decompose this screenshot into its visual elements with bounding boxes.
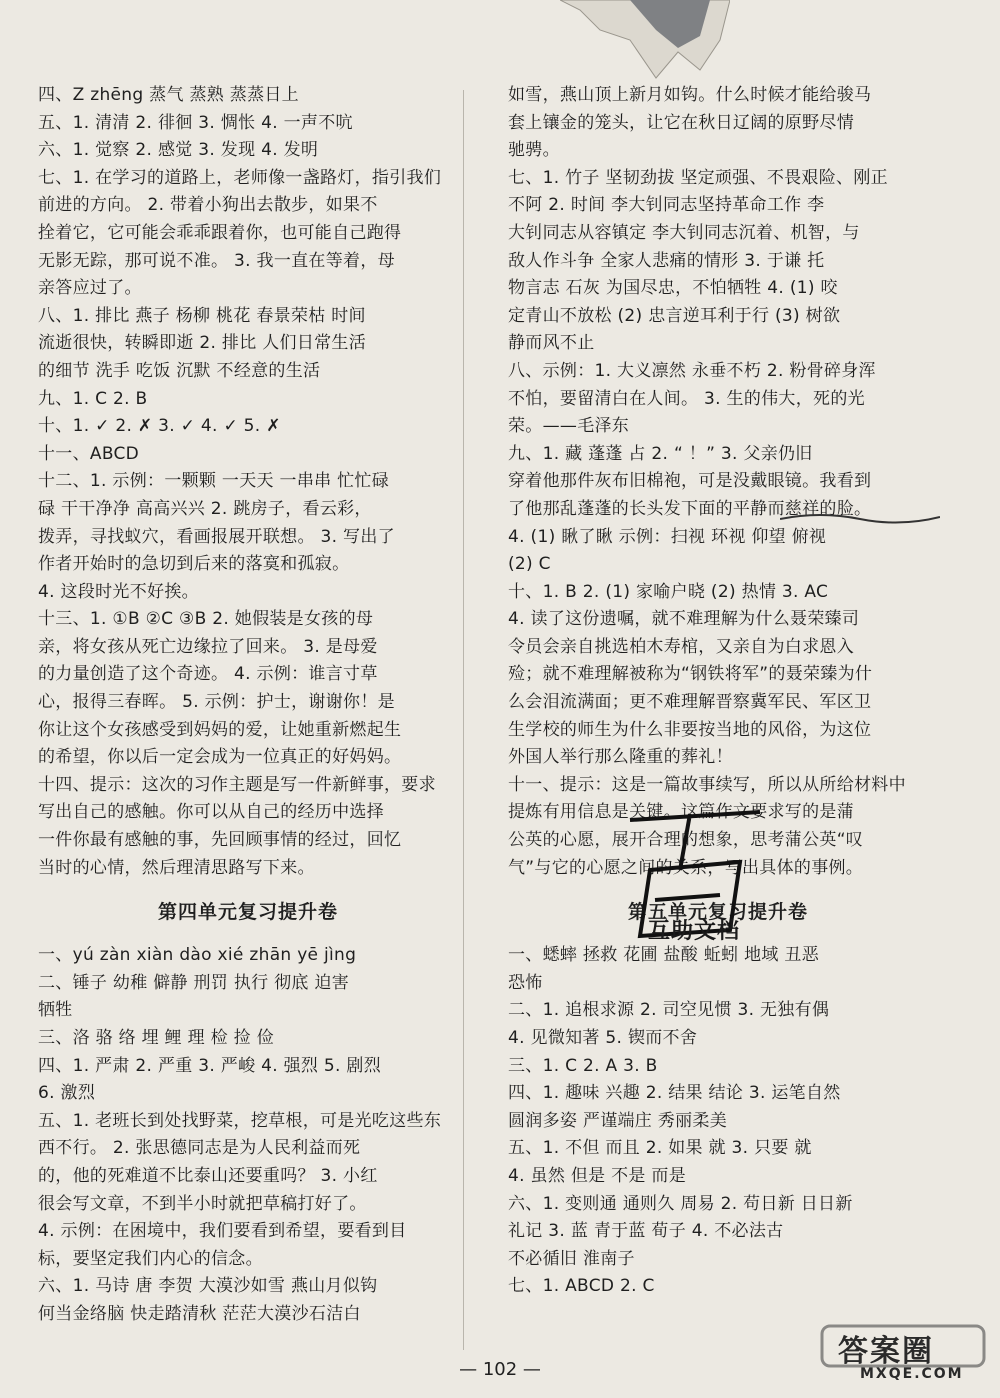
answer-line: 四、Z zhēng 蒸气 蒸熟 蒸蒸日上 [38, 85, 299, 105]
answer-line: (2) C [508, 554, 551, 575]
answer-line: 无影无踪，那可说不准。 3. 我一直在等着，母 [38, 250, 395, 271]
answer-line: 一、yú zàn xiàn dào xié zhān yē jìng [38, 945, 357, 966]
answer-line: 4. (1) 瞅了瞅 示例：扫视 环视 仰望 俯视 [508, 526, 827, 547]
answer-line: 三、1. C 2. A 3. B [508, 1055, 658, 1076]
answer-line: 很会写文章，不到半小时就把草稿打好了。 [38, 1193, 367, 1214]
underline-scribble [780, 497, 940, 527]
answer-line: 礼记 3. 蓝 青于蓝 荀子 4. 不必法古 [508, 1221, 784, 1242]
answer-line: 西不行。 2. 张思德同志是为人民利益而死 [38, 1138, 361, 1159]
answer-line: 套上镶金的笼头，让它在秋日辽阔的原野尽情 [508, 112, 854, 133]
right-column [508, 82, 928, 1301]
answer-line: 4. 见微知著 5. 锲而不舍 [508, 1028, 698, 1048]
answer-line: 流逝很快，转瞬即逝 2. 排比 人们日常生活 [38, 333, 367, 354]
answer-line: 4. 这段时光不好挨。 [38, 581, 199, 602]
answer-line: 七、1. 竹子 坚韧劲拔 坚定顽强、不畏艰险、刚正 [508, 167, 888, 188]
answer-line: 穿着他那件灰布旧棉袍，可是没戴眼镜。我看到 [508, 471, 872, 492]
answer-line: 外国人举行那么隆重的葬礼！ [508, 747, 733, 768]
answer-line: 心，报得三春晖。 5. 示例：护士，谢谢你！是 [38, 692, 395, 713]
torn-paper-corner [560, 0, 730, 80]
answer-line: 牺牲 [38, 1000, 73, 1021]
left-answers-part-b [38, 942, 458, 1328]
answer-line: 五、1. 老班长到处找野菜，挖草根，可是光吃这些东 [38, 1110, 442, 1131]
answer-line: 作者开始时的急切到后来的落寞和孤寂。 [38, 554, 350, 575]
answer-line: 前进的方向。 2. 带着小狗出去散步，如果不 [38, 195, 378, 216]
answer-line: 4. 读了这份遗嘱，就不难理解为什么聂荣臻司 [508, 609, 860, 630]
answer-line: 四、1. 趣味 兴趣 2. 结果 结论 3. 运笔自然 [508, 1083, 841, 1104]
answer-line: 大钊同志从容镇定 李大钊同志沉着、机智，与 [508, 222, 860, 243]
answer-line: 亲，将女孩从死亡边缘拉了回来。 3. 是母爱 [38, 636, 378, 657]
page-number: — 102 — [459, 1359, 541, 1380]
answer-line: 6. 激烈 [38, 1083, 96, 1104]
answer-line: 十四、提示：这次的习作主题是写一件新鲜事，要求 [38, 774, 436, 795]
answer-line: 六、1. 变则通 通则久 周易 2. 苟日新 日日新 [508, 1193, 853, 1214]
stamp-label: 互助文档 [648, 919, 741, 944]
answer-line: 公英的心愿，展开合理的想象，思考蒲公英“叹 [508, 830, 864, 851]
answer-line: 三、洛 骆 络 埋 鲤 理 检 捡 俭 [38, 1028, 274, 1048]
answer-line: 荣。——毛泽东 [508, 416, 630, 437]
unit-four-heading: 第四单元复习提升卷 [157, 901, 338, 924]
answer-line: 敌人作斗争 全家人悲痛的情形 3. 于谦 托 [508, 250, 825, 271]
answer-line: 七、1. 在学习的道路上，老师像一盏路灯，指引我们 [38, 167, 442, 188]
answer-line: 十二、1. 示例：一颗颗 一天天 一串串 忙忙碌 [38, 471, 390, 492]
answer-line: 四、1. 严肃 2. 严重 3. 严峻 4. 强烈 5. 剧烈 [38, 1055, 382, 1076]
answer-line: 八、示例：1. 大义凛然 永垂不朽 2. 粉骨碎身浑 [508, 360, 876, 381]
answer-line: 不必循旧 淮南子 [508, 1248, 635, 1269]
answer-line: 一件你最有感触的事，先回顾事情的经过，回忆 [38, 830, 402, 851]
answer-line: 五、1. 不但 而且 2. 如果 就 3. 只要 就 [508, 1138, 812, 1159]
answer-line: 六、1. 马诗 唐 李贺 大漠沙如雪 燕山月似钩 [38, 1276, 378, 1297]
answer-line: 不阿 2. 时间 李大钊同志坚持革命工作 李 [508, 195, 825, 216]
answer-line: 的力量创造了这个奇迹。 4. 示例：谁言寸草 [38, 664, 378, 685]
answer-line: 圆润多姿 严谨端庄 秀丽柔美 [508, 1110, 728, 1131]
answer-line: 二、1. 追根求源 2. 司空见惯 3. 无独有偶 [508, 1000, 830, 1021]
answer-line: 写出自己的感触。你可以从自己的经历中选择 [38, 802, 384, 823]
answer-line: 八、1. 排比 燕子 杨柳 桃花 春景荣枯 时间 [38, 305, 366, 326]
watermark-logo-url: MXQE.COM [860, 1366, 964, 1382]
answer-line: 十一、提示：这是一篇故事续写，所以从所给材料中 [508, 774, 906, 795]
answer-line: 生学校的师生为什么非要按当地的风俗，为这位 [508, 719, 872, 740]
answer-line: 定青山不放松 (2) 忠言逆耳利于行 (3) 树欲 [508, 305, 841, 326]
answer-line: 拨弄，寻找蚁穴，看画报展开联想。 3. 写出了 [38, 526, 395, 547]
answer-line: 不怕，要留清白在人间。 3. 生的伟大，死的光 [508, 388, 865, 409]
right-answers-part-a [508, 82, 928, 882]
answer-line: 标，要坚定我们内心的信念。 [38, 1248, 263, 1269]
answer-line: 静而风不止 [508, 333, 595, 354]
answer-line: 么会泪流满面；更不难理解晋察冀军民、军区卫 [508, 692, 872, 713]
answer-line: 七、1. ABCD 2. C [508, 1276, 655, 1297]
left-answers-part-a [38, 82, 458, 882]
answer-line: 何当金络脑 快走踏清秋 茫茫大漠沙石洁白 [38, 1303, 361, 1324]
answer-line: 碌 干干净净 高高兴兴 2. 跳房子，看云彩， [38, 498, 372, 519]
answer-line: 了他那乱蓬蓬的长头发下面的平静而慈祥的脸。 [508, 498, 872, 519]
answer-line: 九、1. 藏 蓬蓬 占 2. “ ！” 3. 父亲仍旧 [508, 443, 813, 464]
right-answers-part-b [508, 942, 928, 1301]
answer-line: 十三、1. ①B ②C ③B 2. 她假装是女孩的母 [38, 609, 374, 630]
answer-line: 4. 示例：在困境中，我们要看到希望，要看到目 [38, 1221, 407, 1242]
answer-line: 九、1. C 2. B [38, 388, 148, 409]
answer-line: 提炼有用信息是关键。这篇作文要求写的是蒲 [508, 802, 854, 823]
answer-line: 殓；就不难理解被称为“钢铁将军”的聂荣臻为什 [508, 664, 873, 685]
left-column [38, 82, 458, 1329]
unit-five-heading: 第五单元复习提升卷 [627, 901, 808, 924]
answer-line: 六、1. 觉察 2. 感觉 3. 发现 4. 发明 [38, 140, 319, 161]
answer-line: 亲答应过了。 [38, 278, 142, 299]
answer-line: 驰骋。 [508, 140, 560, 161]
answer-line: 十一、ABCD [38, 443, 140, 464]
watermark-logo-text: 答案圈 [838, 1334, 934, 1369]
answer-line: 如雪，燕山顶上新月如钩。什么时候才能给骏马 [508, 85, 872, 105]
answer-line: 恐怖 [508, 972, 543, 993]
column-divider [463, 90, 464, 1350]
answer-line: 的，他的死难道不比泰山还要重吗？ 3. 小红 [38, 1165, 378, 1186]
answer-line: 物言志 石灰 为国尽忠，不怕牺牲 4. (1) 咬 [508, 278, 838, 299]
answer-line: 的细节 洗手 吃饭 沉默 不经意的生活 [38, 360, 321, 381]
answer-line: 二、锤子 幼稚 僻静 刑罚 执行 彻底 迫害 [38, 972, 350, 993]
answer-line: 当时的心情，然后理清思路写下来。 [38, 857, 315, 878]
answer-line: 你让这个女孩感受到妈妈的爱，让她重新燃起生 [38, 719, 402, 740]
answer-line: 十、1. ✓ 2. ✗ 3. ✓ 4. ✓ 5. ✗ [38, 416, 281, 437]
answer-line: 气”与它的心愿之间的关系，写出具体的事例。 [508, 857, 864, 878]
answer-line: 4. 虽然 但是 不是 而是 [508, 1165, 687, 1186]
answer-line: 十、1. B 2. (1) 家喻户晓 (2) 热情 3. AC [508, 581, 829, 602]
answer-line: 令员会亲自挑选柏木寿棺，又亲自为白求恩入 [508, 636, 854, 657]
answer-line: 五、1. 清清 2. 徘徊 3. 惆怅 4. 一声不吭 [38, 112, 353, 133]
answer-line: 一、蟋蟀 拯救 花圃 盐酸 蚯蚓 地域 丑恶 [508, 945, 820, 966]
answer-line: 的希望，你以后一定会成为一位真正的好妈妈。 [38, 747, 402, 768]
answer-line: 拴着它，它可能会乖乖跟着你，也可能自己跑得 [38, 222, 402, 243]
